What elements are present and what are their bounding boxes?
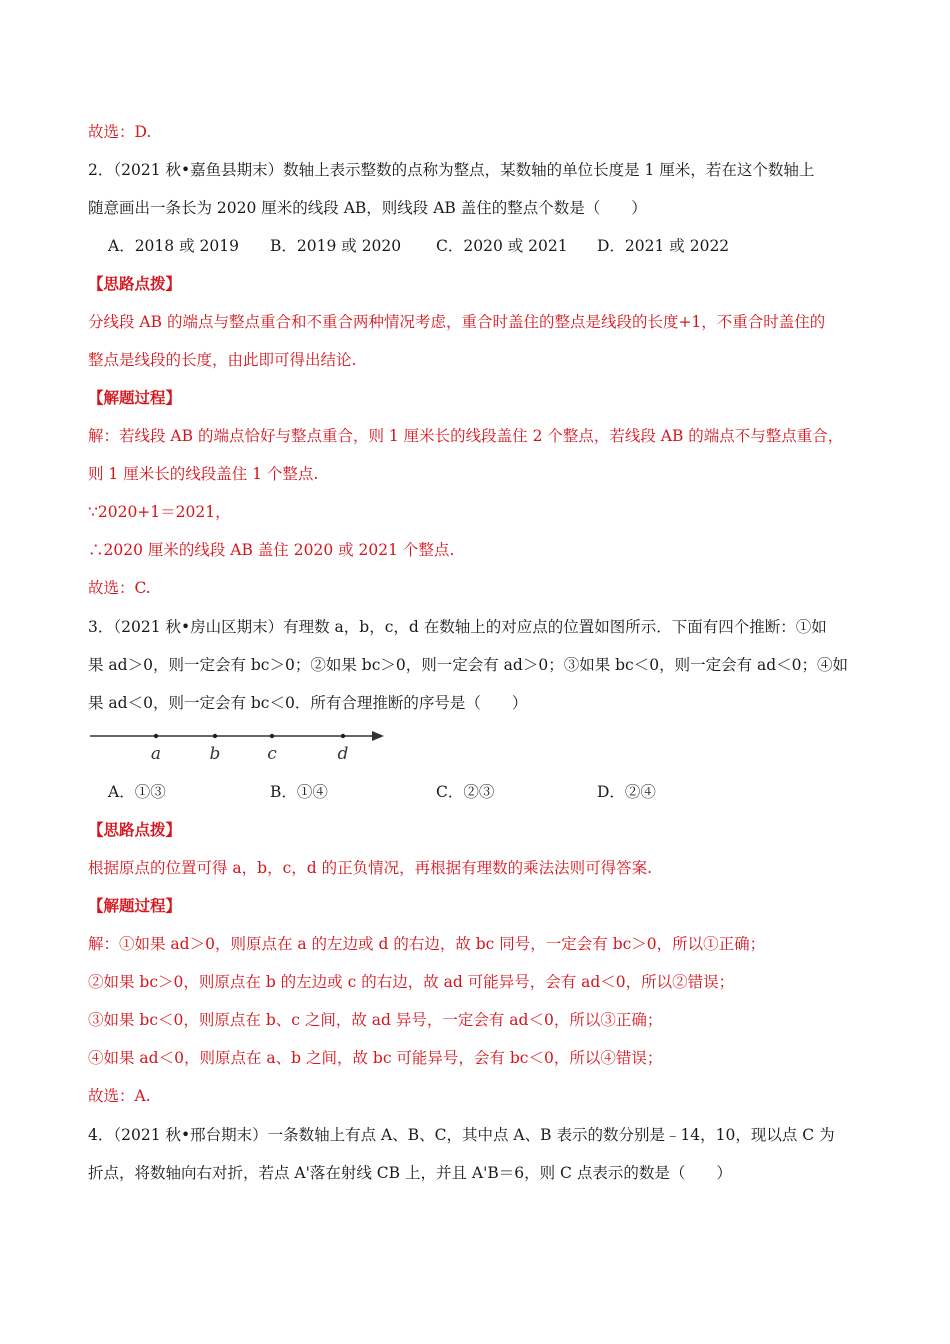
q2-answer: 故选：C. [88, 579, 151, 597]
q2-option-d: D．2021 或 2022 [597, 237, 730, 255]
point-b [213, 734, 217, 738]
label-a: a [150, 744, 162, 764]
q2-solution-line: 解：若线段 AB 的端点恰好与整点重合，则 1 厘米长的线段盖住 2 个整点，若线段 AB 的端点不与整点重合， [88, 427, 844, 445]
q3-solution-heading: 【解题过程】 [88, 896, 182, 915]
q2-solution-line: ∴2020 厘米的线段 AB 盖住 2020 或 2021 个整点. [88, 541, 455, 559]
q3-solution-line: ③如果 bc＜0，则原点在 b、c 之间，故 ad 异号，一定会有 ad＜0，所以③正确； [88, 1011, 663, 1029]
label-c: c [267, 744, 277, 764]
q3-solution-line: ②如果 bc＞0，则原点在 b 的左边或 c 的右边，故 ad 可能异号，会有 ad＜0，所以②错误； [88, 973, 735, 991]
point-a [154, 734, 158, 738]
q4-stem-line2: 折点，将数轴向右对折，若点 A'落在射线 CB 上，并且 A'B＝6，则 C 点表示的数是（ ） [88, 1164, 732, 1182]
q2-hint-line2: 整点是线段的长度，由此即可得出结论. [88, 351, 357, 369]
q3-hint-heading: 【思路点拨】 [88, 820, 182, 839]
q2-solution-heading: 【解题过程】 [88, 388, 182, 407]
q3-option-b: B．①④ [270, 783, 328, 801]
q2-option-a: A．2018 或 2019 [108, 237, 239, 255]
q2-hint-line1: 分线段 AB 的端点与整点重合和不重合两种情况考虑，重合时盖住的整点是线段的长度+1，不重合时盖住的 [88, 313, 826, 331]
q3-solution-line: 解：①如果 ad＞0，则原点在 a 的左边或 d 的右边，故 bc 同号，一定会有 bc＞0，所以①正确； [88, 935, 766, 953]
q3-stem-line3: 果 ad＜0，则一定会有 bc＜0．所有合理推断的序号是（ ） [88, 694, 528, 712]
q3-number-line-figure [88, 726, 388, 766]
number-line-arrow [372, 731, 384, 741]
q3-option-a: A．①③ [108, 783, 166, 801]
q3-stem-line2: 果 ad＞0，则一定会有 bc＞0；②如果 bc＞0，则一定会有 ad＞0；③如果 bc＜0，则一定会有 ad＜0；④如 [88, 656, 849, 674]
q2-solution-line: ∵2020+1＝2021， [88, 503, 231, 521]
q3-hint-line1: 根据原点的位置可得 a，b，c，d 的正负情况，再根据有理数的乘法法则可得答案. [88, 859, 653, 877]
q3-option-c: C．②③ [436, 783, 495, 801]
point-c [270, 734, 274, 738]
q3-answer: 故选：A. [88, 1087, 151, 1105]
q3-option-d: D．②④ [597, 783, 656, 801]
point-d [341, 734, 345, 738]
q2-stem-line2: 随意画出一条长为 2020 厘米的线段 AB，则线段 AB 盖住的整点个数是（ ） [88, 199, 647, 217]
q2-option-b: B．2019 或 2020 [270, 237, 402, 255]
q2-stem-line1: 2．（2021 秋•嘉鱼县期末）数轴上表示整数的点称为整点，某数轴的单位长度是 1 厘米，若在这个数轴上 [88, 161, 815, 179]
q2-solution-line: 则 1 厘米长的线段盖住 1 个整点. [88, 465, 319, 483]
label-b: b [209, 744, 221, 764]
label-d: d [337, 744, 349, 764]
q2-hint-heading: 【思路点拨】 [88, 274, 182, 293]
q3-stem-line1: 3．（2021 秋•房山区期末）有理数 a，b，c，d 在数轴上的对应点的位置如图所示．下面有四个推断：①如 [88, 618, 827, 636]
q1-answer: 故选：D. [88, 123, 152, 141]
q2-option-c: C．2020 或 2021 [436, 237, 568, 255]
q4-stem-line1: 4．（2021 秋•邢台期末）一条数轴上有点 A、B、C，其中点 A、B 表示的数分别是﹣14，10，现以点 C 为 [88, 1126, 835, 1144]
q3-solution-line: ④如果 ad＜0，则原点在 a、b 之间，故 bc 可能异号，会有 bc＜0，所以④错误； [88, 1049, 663, 1067]
